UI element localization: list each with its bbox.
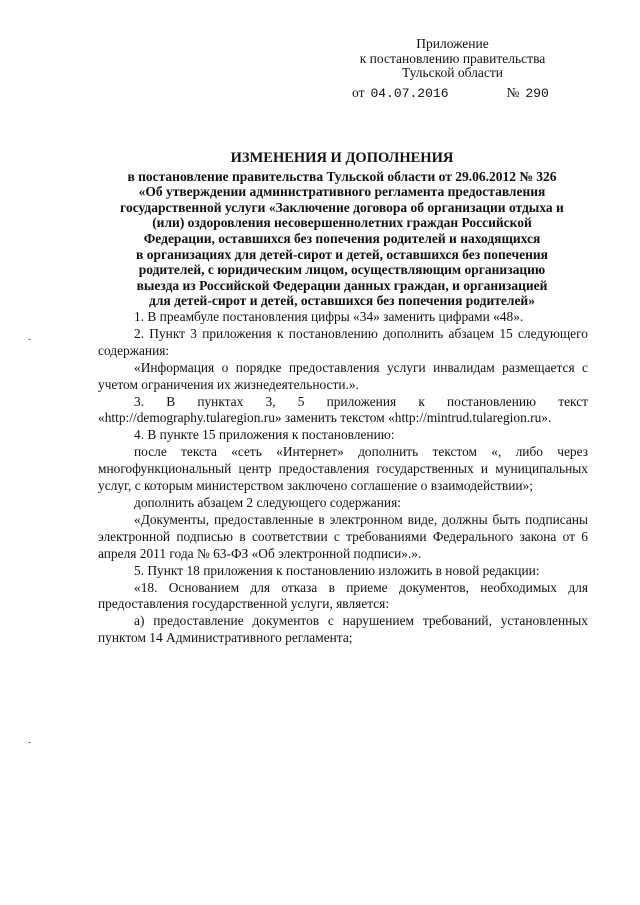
title-line-6: в организациях для детей-сирот и детей, оставшихся без попечения [136,246,548,262]
title-line-8: выезда из Российской Федерации данных граждан, и организацией [136,277,548,293]
title-line-3: государственной услуги «Заключение договора об организации отдыха и [120,199,564,215]
paragraph-4-text: после текста «сеть «Интернет» дополнить текстом «, либо через многофункциональный центр предоставления государственных и муниципальных услуг, с которым министерством заключено соглашение о взаимодействии»; [98,444,588,494]
paragraph-4-addition: дополнить абзацем 2 следующего содержания: [134,494,401,510]
title-line-1: в постановление правительства Тульской области от 29.06.2012 № 326 [127,168,557,184]
title-line-4: (или) оздоровления несовершеннолетних граждан Российской [152,215,532,231]
paragraph-5: 5. Пункт 18 приложения к постановлению изложить в новой редакции: [134,562,540,578]
document-number: 290 [525,86,549,101]
title-line-9: для детей-сирот и детей, оставшихся без попечения родителей» [149,293,535,309]
scan-artifact [28,339,31,340]
appendix-header-line-1: Приложение [416,36,489,51]
document-title [96,151,588,309]
number-label: № [506,85,520,100]
title-line-5: Федерации, оставшихся без попечения родителей и находящихся [143,230,541,246]
document-date: 04.07.2016 [370,86,449,101]
paragraph-4-quote: «Документы, предоставленные в электронном виде, должны быть подписаны электронной подписью в соответствии с требованиями Федерального закона от 6 апреля 2011 года № 63-ФЗ «Об электронной подписи».». [98,511,588,561]
title-line-2: «Об утверждении административного регламента предоставления [138,184,546,200]
paragraph-2: 2. Пункт 3 приложения к постановлению дополнить абзацем 15 следующего содержания: [98,325,588,358]
title-line-7: родителей, с юридическим лицом, осуществляющим организацию [138,262,546,278]
document-body [98,309,588,647]
title-main: ИЗМЕНЕНИЯ И ДОПОЛНЕНИЯ [230,150,454,166]
paragraph-3: 3. В пунктах 3, 5 приложения к постановлению текст «http://demography.tularegion.ru» заменить текстом «http://mintrud.tularegion.ru». [98,393,588,426]
paragraph-5-quote: «18. Основанием для отказа в приеме документов, необходимых для предоставления государственной услуги, является: [98,579,588,612]
scan-artifact [28,742,31,743]
paragraph-1: 1. В преамбуле постановления цифры «34» заменить цифрами «48». [134,309,524,324]
paragraph-2-quote: «Информация о порядке предоставления услуги инвалидам размещается с учетом ограничения их жизнедеятельности.». [98,359,588,392]
paragraph-5-item-a: а) предоставление документов с нарушением требований, установленных пунктом 14 Административного регламента; [98,613,588,646]
paragraph-4: 4. В пункте 15 приложения к постановлению: [134,427,395,443]
appendix-header-line-2: к постановлению правительства [359,50,546,66]
appendix-header-line-3: Тульской области [402,65,503,80]
date-prefix: от [352,85,365,100]
date-number-line [352,85,549,101]
appendix-header [350,37,555,81]
